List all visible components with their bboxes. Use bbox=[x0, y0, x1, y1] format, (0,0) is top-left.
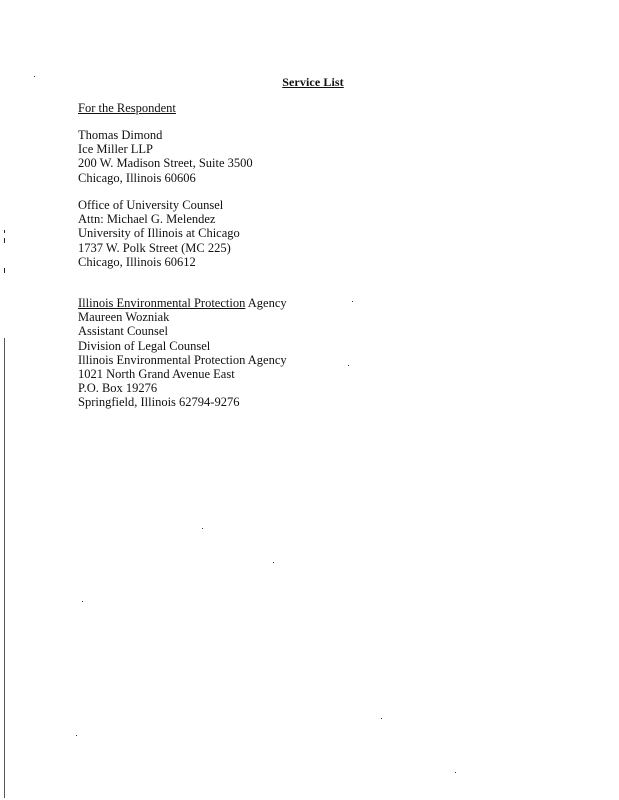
address-line: Chicago, Illinois 60612 bbox=[78, 254, 196, 269]
address-line: Illinois Environmental Protection Agency bbox=[78, 352, 287, 367]
scan-edge-mark bbox=[4, 268, 5, 273]
address-line: 1737 W. Polk Street (MC 225) bbox=[78, 240, 231, 255]
address-line: Assistant Counsel bbox=[78, 324, 168, 339]
address-line: Thomas Dimond bbox=[78, 128, 163, 142]
section-heading: For the Respondent bbox=[78, 101, 176, 115]
scan-speck bbox=[381, 718, 382, 719]
scan-speck bbox=[202, 528, 203, 529]
address-line: Office of University Counsel bbox=[78, 198, 224, 212]
address-line: Chicago, Illinois 60606 bbox=[78, 170, 196, 185]
address-line: University of Illinois at Chicago bbox=[78, 226, 240, 241]
agency-heading bbox=[78, 296, 287, 310]
address-line: Attn: Michael G. Melendez bbox=[78, 212, 216, 227]
scan-edge-mark bbox=[4, 238, 5, 243]
address-line: P.O. Box 19276 bbox=[78, 381, 158, 396]
scan-speck bbox=[273, 562, 274, 563]
agency-heading-underlined: Illinois Environmental Protection bbox=[78, 296, 246, 310]
scan-edge-line bbox=[4, 338, 5, 798]
address-line: Division of Legal Counsel bbox=[78, 338, 211, 353]
recipient-block-ice-miller bbox=[78, 128, 253, 185]
scan-edge-mark bbox=[4, 230, 5, 233]
recipient-block-university-counsel bbox=[78, 198, 240, 269]
scan-speck bbox=[348, 365, 349, 366]
address-line: Springfield, Illinois 62794-9276 bbox=[78, 395, 240, 410]
scan-speck bbox=[76, 735, 77, 736]
scan-speck bbox=[455, 772, 456, 773]
address-line: Maureen Wozniak bbox=[78, 310, 170, 325]
scan-speck bbox=[352, 301, 353, 302]
scan-speck bbox=[82, 601, 83, 602]
scan-speck bbox=[34, 76, 35, 77]
address-line: 1021 North Grand Avenue East bbox=[78, 367, 235, 382]
address-line: Ice Miller LLP bbox=[78, 142, 153, 157]
recipient-block-illinois-epa bbox=[78, 296, 287, 410]
agency-heading-rest: Agency bbox=[245, 296, 287, 310]
page-title: Service List bbox=[282, 75, 344, 89]
address-line: 200 W. Madison Street, Suite 3500 bbox=[78, 156, 253, 171]
